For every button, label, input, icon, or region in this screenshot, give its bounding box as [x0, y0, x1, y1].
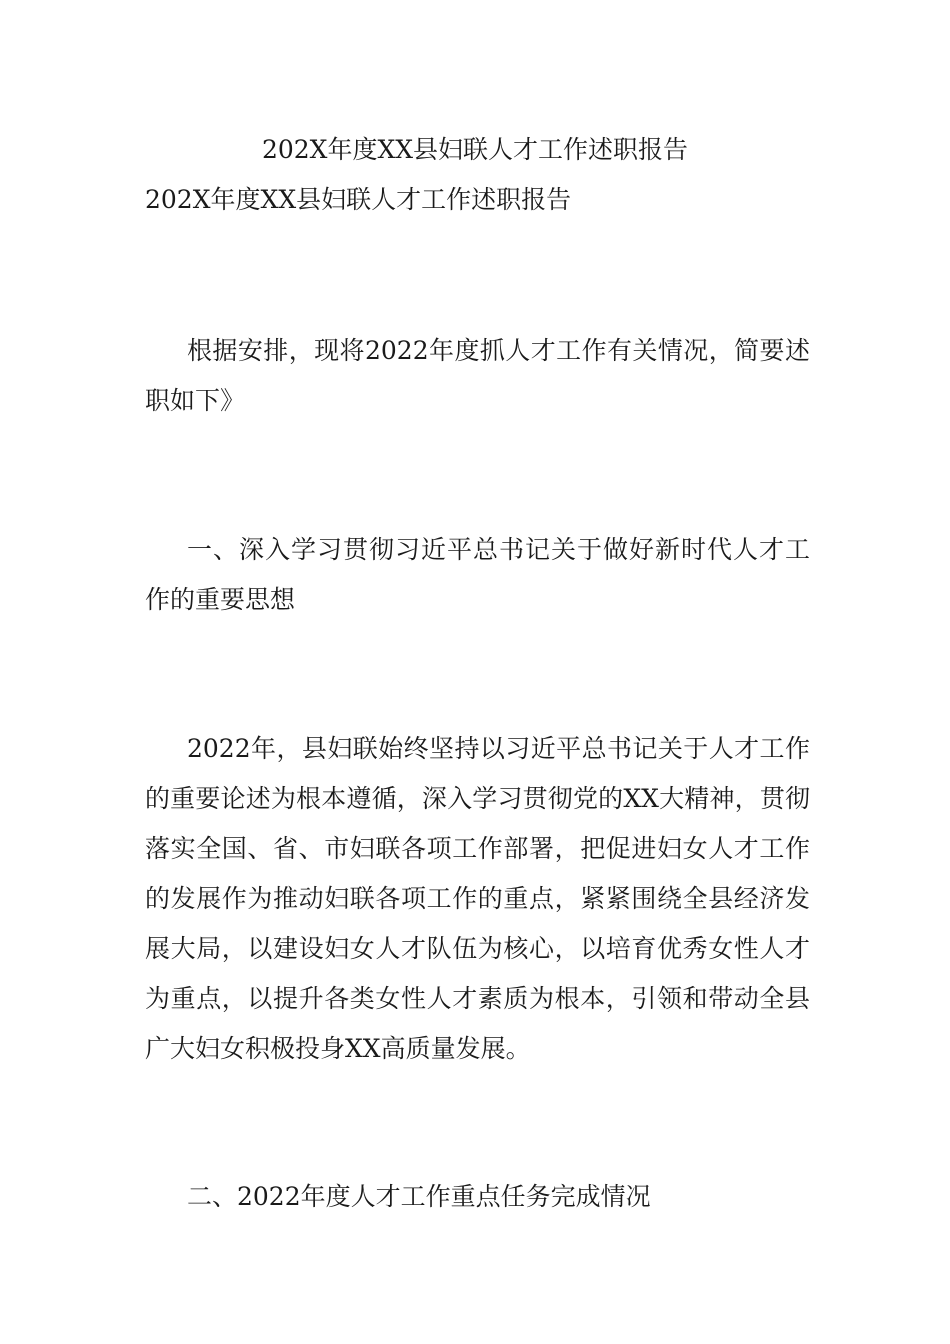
section-heading-2: 二、2022年度人才工作重点任务完成情况	[187, 1182, 651, 1211]
section-body-1: 2022年，县妇联始终坚持以习近平总书记关于人才工作的重要论述为根本遵循，深入学习贯彻党的XX大精神，贯彻落实全国、省、市妇联各项工作部署，把促进妇女人才工作的发展作为推动妇联各项工作的重点，紧紧围绕全县经济发展大局，以建设妇女人才队伍为核心，以培育优秀女性人才为重点，以提升各类女性人才素质为根本，引领和带动全县广大妇女积极投身XX高质量发展。	[145, 734, 810, 1063]
section-heading-1: 一、深入学习贯彻习近平总书记关于做好新时代人才工作的重要思想	[145, 535, 810, 614]
document-title-centered: 202X年度XX县妇联人才工作述职报告	[261, 135, 689, 164]
intro-paragraph: 根据安排，现将2022年度抓人才工作有关情况，简要述职如下》	[145, 336, 810, 415]
document-title-repeated: 202X年度XX县妇联人才工作述职报告	[145, 185, 572, 214]
